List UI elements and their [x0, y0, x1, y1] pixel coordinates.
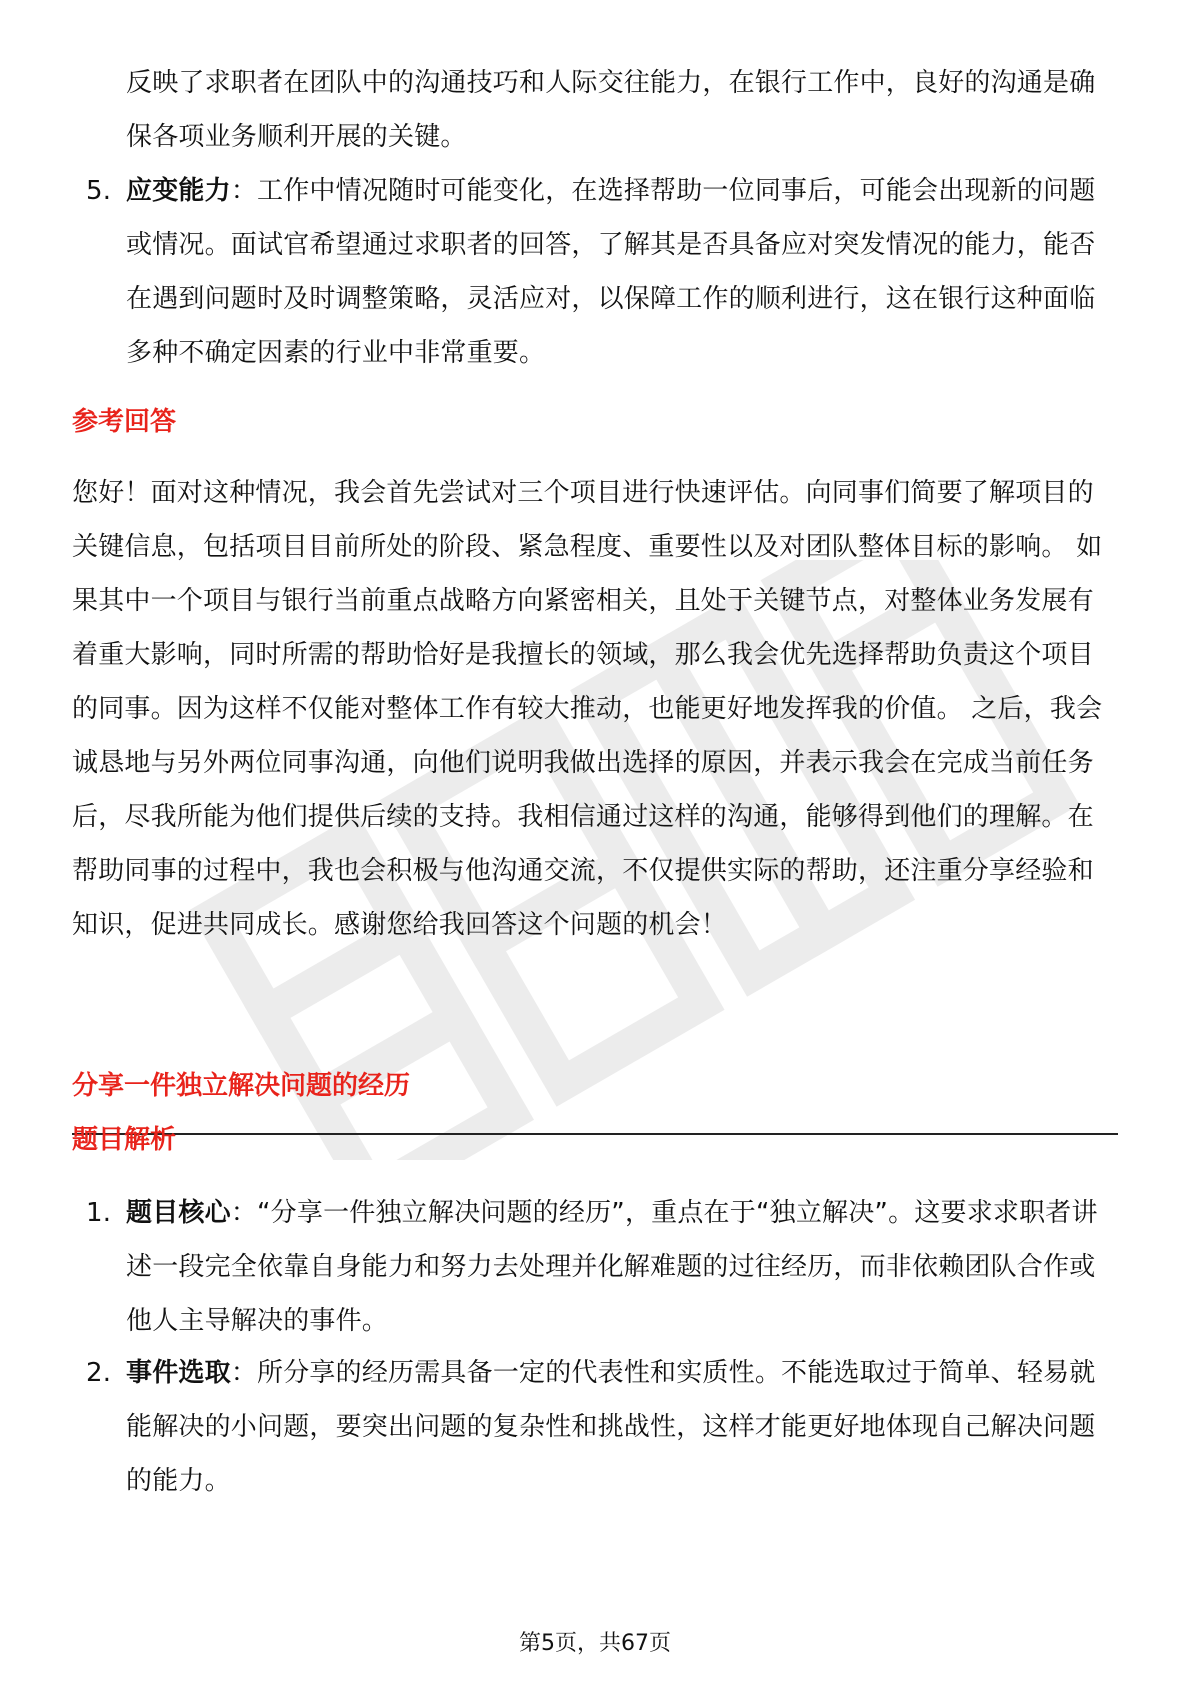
section-divider: [72, 1133, 1118, 1135]
list-item-separator: ：: [230, 176, 258, 206]
list-item-separator: ：: [230, 1358, 258, 1388]
list-item-separator: ：: [230, 1198, 258, 1228]
list-item-body: [126, 1186, 1116, 1348]
list-item-title: 事件选取: [126, 1358, 231, 1388]
list-item-event-selection: [86, 1346, 1116, 1508]
reference-answer-heading: 参考回答: [72, 407, 177, 437]
list-item-number: 5.: [86, 176, 112, 206]
question-title: 分享一件独立解决问题的经历: [72, 1071, 411, 1101]
list-item-text: 工作中情况随时可能变化，在选择帮助一位同事后，可能会出现新的问题或情况。面试官希望通过求职者的回答，了解其是否具备应对突发情况的能力，能否在遇到问题时及时调整策略，灵活应对，以保障工作的顺利进行，这在银行这种面临多种不确定因素的行业中非常重要。: [126, 176, 1096, 368]
list-item-body: [126, 1346, 1116, 1508]
list-item-title: 题目核心: [126, 1198, 231, 1228]
page-number-footer: 第5页，共67页: [519, 1631, 671, 1656]
list-item-title: 应变能力: [126, 176, 231, 206]
list-item-number: 2.: [86, 1358, 112, 1388]
list-item-text: 所分享的经历需具备一定的代表性和实质性。不能选取过于简单、轻易就能解决的小问题，要突出问题的复杂性和挑战性，这样才能更好地体现自己解决问题的能力。: [126, 1358, 1096, 1496]
list-item-body: [126, 164, 1116, 380]
question-analysis-heading: 题目解析: [72, 1125, 177, 1155]
list-item-number: 1.: [86, 1198, 112, 1228]
list-item-text: “分享一件独立解决问题的经历”，重点在于“独立解决”。这要求求职者讲述一段完全依靠自身能力和努力去处理并化解难题的过往经历，而非依赖团队合作或他人主导解决的事件。: [126, 1198, 1098, 1336]
continuation-paragraph: 反映了求职者在团队中的沟通技巧和人际交往能力，在银行工作中，良好的沟通是确保各项业务顺利开展的关键。: [126, 68, 1096, 152]
list-item-core: [86, 1186, 1116, 1348]
list-item-adaptability: [86, 164, 1116, 380]
reference-answer-paragraph: 您好！面对这种情况，我会首先尝试对三个项目进行快速评估。向同事们简要了解项目的关键信息，包括项目目前所处的阶段、紧急程度、重要性以及对团队整体目标的影响。 如果其中一个项目与银行当前重点战略方向紧密相关，且处于关键节点，对整体业务发展有着重大影响，同时所需的帮助恰好是我擅长的领域，那么我会优先选择帮助负责这个项目的同事。因为这样不仅能对整体工作有较大推动，也能更好地发挥我的价值。 之后，我会诚恳地与另外两位同事沟通，向他们说明我做出选择的原因，并表示我会在完成当前任务后，尽我所能为他们提供后续的支持。我相信通过这样的沟通，能够得到他们的理解。在帮助同事的过程中，我也会积极与他沟通交流，不仅提供实际的帮助，还注重分享经验和知识，促进共同成长。感谢您给我回答这个问题的机会！: [72, 478, 1103, 940]
